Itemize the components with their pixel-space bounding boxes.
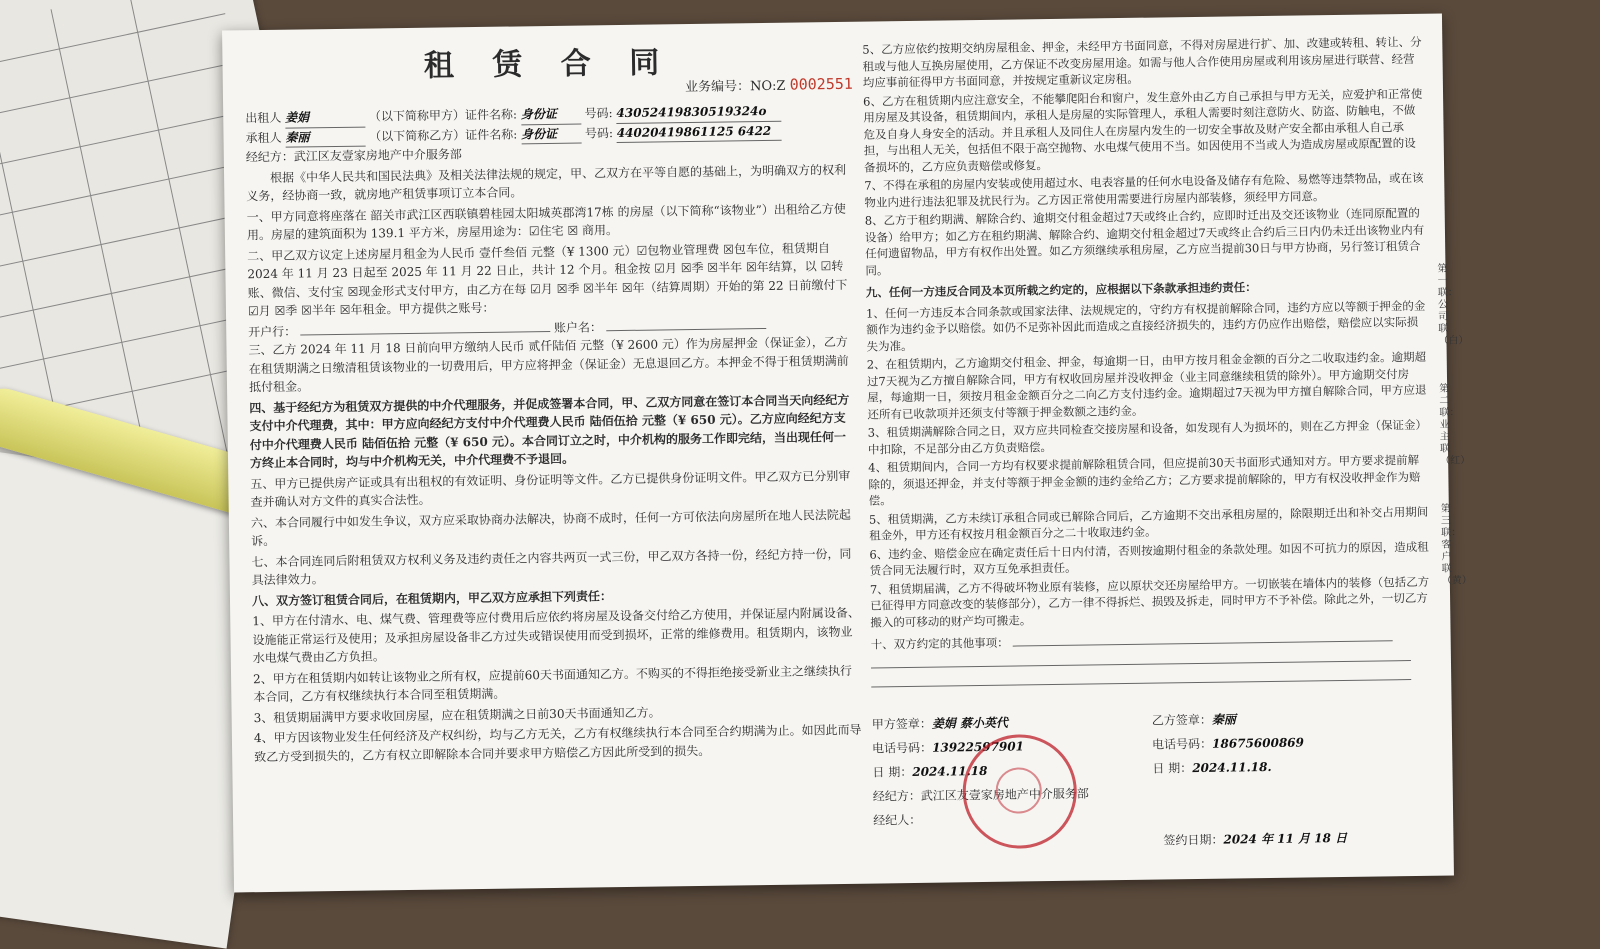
contract-number: 业务编号：NO:Z 0002551 [684,74,853,95]
clause-2: 二、甲乙双方议定上述房屋月租金为人民币 壹仟叁佰 元整（¥ 1300 元）☑包物业管理费 ☒包车位，租赁期自 2024 年 11 月 23 日起至 2025 年 11 月 22 日止，共计 12 个月。租金按 ☑月 ☒季 ☒半年 ☒年结算，以 ☑转账、微信、支付宝 ☒现金形式支付甲方，由乙方在每 ☑月 ☒季 ☒半年 ☒年（结算周期）开始的第 22 日前缴付下 ☑月 ☒季 ☒半年 ☒年租金。甲方提供之账号： [247,240,848,319]
copy-label-3: 第三联：客户联（黄） [1440,503,1472,587]
lessee-row: 承租人 秦丽 （以下简称乙方）证件名称: 身份证 号码: 44020419861125 6422 [245,120,853,148]
clause-8-heading: 八、双方签订租赁合同后，在租赁期内，甲乙双方应承担下列责任： [251,588,613,608]
clause-r6: 6、乙方在租赁期内应注意安全，不能攀爬阳台和窗户，发生意外由乙方自己承担与甲方无关，应爱护和正常使用房屋及其设备，租赁期间内，承租人是房屋的实际管理人，承租人需要时刻注意防火、防盗、防触电，不做危及自身人身安全的活动。并且承租人及同住人在房屋内发生的一切安全事故及财产安全都由承租人自己承担，与出租人无关，包括但不限于高空抛物、水电煤气使用不当。如因使用不当或人为造成房屋或原配置的设备损坏的，乙方应负责赔偿或修复。 [862,86,1423,175]
clause-8-3: 3、租赁期届满甲方要求收回房屋，应在租赁期满之日前30天书面通知乙方。 [253,705,661,725]
lessor-date: 2024.11.18 [912,763,988,779]
clause-9-7: 7、租赁期届满，乙方不得破坏物业原有装修，应以原状交还房屋给甲方。一切嵌装在墙体内的装修（包括乙方已征得甲方同意改变的装修部分），乙方一律不得拆烂、损毁及拆走，同时甲方不予补偿。除此之外，一切乙方搬入的可移动的财产均可搬走。 [869,574,1430,630]
copy-label-1: 第一联：公司联（白） [1437,263,1469,347]
contract-left-column [244,42,862,768]
contract-title: 租 赁 合 同 [423,45,674,84]
clause-9-heading: 九、任何一方违反合同及本页所载之约定的，应根据以下条款承担违约责任： [865,280,1257,300]
lessee-date: 2024.11.18. [1192,759,1272,775]
clause-4: 四、基于经纪方为租赁双方提供的中介代理服务，并促成签署本合同，甲、乙双方同意在签订本合同当天向经纪方支付中介代理费，其中：甲方应向经纪方支付中介代理费人民币 陆佰伍拾 元整（¥ 650 元）。乙方应向经纪方支付中介代理费人民币 陆佰伍拾 元整（¥ 650 元）。本合同订立之时，中介机构的服务工作即完结，当出现任何一方终止本合同时，均与中介机构无关，中介代理费不予退回。 [249,392,850,471]
clause-7: 七、本合同连同后附租赁双方权利义务及违约责任之内容共两页一式三份，甲乙双方各持一份，经纪方持一份，同具法律效力。 [251,546,852,588]
clause-10: 十、双方约定的其他事项： [871,629,1431,653]
clause-8-4: 4、甲方因该物业发生任何经济及产权纠纷，均与乙方无关，乙方有权继续执行本合同至合约期满为止。如因此而导致乙方受到损失的，乙方有权立即解除本合同并要求甲方赔偿乙方因此所受到的损失。 [253,722,862,764]
clause-9-4: 4、租赁期间内，合同一方均有权要求提前解除租赁合同，但应提前30天书面形式通知对方。甲方要求提前解除的，须退还押金，并支付等额于押金金额的违约金给乙方；乙方要求提前解除的，甲方有权没收押金作为赔偿。 [868,452,1421,508]
lease-contract [222,14,1472,893]
clause-9-5: 5、租赁期满，乙方未续订承租合同或已解除合同后，乙方逾期不交出承租房屋的，除限期迁出和补交占用期间租金外，甲方还有权按月租金额百分之二十收取违约金。 [868,504,1429,543]
lessee-phone: 18675600869 [1212,735,1305,751]
bank-row: 开户行： 账户名： [248,314,856,341]
intro-paragraph: 根据《中华人民共和国民法典》及相关法律法规的规定，甲、乙双方在平等自愿的基础上，为明确双方的权利义务，经协商一致，就房地产租赁事项订立本合同。 [246,162,847,204]
clause-3: 三、乙方 2024 年 11 月 18 日前向甲方缴纳人民币 贰仟陆佰 元整（¥ 2600 元）作为房屋押金（保证金），乙方在租赁期满之日缴清租赁该物业的一切费用后，甲方应将押金（保证金）无息退回乙方。本押金不得于租赁期满前抵付租金。 [248,334,849,395]
agent-line: 经纪方：武江区友壹家房地产中介服务部 [245,147,462,165]
clause-r5: 5、乙方应依约按期交纳房屋租金、押金，未经甲方书面同意，不得对房屋进行扩、加、改建或转租、转让、分租或与他人互换房屋使用，乙方保证不改变房屋用途。如需与他人合作使用房屋或利用该房屋进行联营、经营均应事前征得甲方书面同意，并按规定重新议定房租。 [862,34,1422,90]
lessee-signature: 秦丽 [1211,711,1236,727]
clause-6: 六、本合同履行中如发生争议，双方应采取协商办法解决，协商不成时，任何一方可依法向房屋所在地人民法院起诉。 [250,507,851,549]
signature-area: 甲方签章：姜娟 蔡小英代 电话号码：13922597901 日 期：2024.11.18 乙方签章：秦丽 电话号码：18675600869 日 期：2024.11.18. [871,711,1305,780]
clause-9-2: 2、在租赁期内，乙方逾期交付租金、押金，每逾期一日，由甲方按月租金金额的百分之二收取违约金。逾期超过7天视为乙方擅自解除合同，甲方有权收回房屋并没收押金（业主同意继续租赁的除外）。甲方逾期交付房屋，每逾期一日，须按月租金金额百分之二向乙方支付违约金。逾期超过7天视为甲方擅自解除合同，甲方应退还所有已收款项并还须支付等额于押金数额之违约金。 [866,349,1427,422]
clause-r8: 8、乙方于租约期满、解除合约、逾期交付租金超过7天或终止合约，应即时迁出及交还该物业（连同原配置的设备）给甲方；如乙方在租约期满、解除合约、逾期交付租金超过7天或终止合约后三日内仍未迁出该物业内有任何遗留物品，甲方有权作出处置。如乙方须继续承租房屋，乙方应当提前30日与甲方协商，另行签订租赁合同。 [864,205,1425,278]
clause-8-2: 2、甲方在租赁期内如转让该物业之所有权，应提前60天书面通知乙方。不购买的不得拒绝接受新业主之继续执行本合同，乙方有权继续执行本合同至租赁期满。 [252,663,853,705]
clause-1: 一、甲方同意将座落在 韶关市武江区西联镇碧桂园太阳城英郡湾17栋 的房屋（以下简称“该物业”）出租给乙方使用。房屋的建筑面积为 139.1 平方米，房屋用途为：☑住宅 ☒ 商用。 [246,201,846,243]
clause-5: 五、甲方已提供房产证或具有出租权的有效证明、身份证明等文件。乙方已提供身份证明文件。甲乙双方已分别审查并确认对方文件的真实合法性。 [250,468,851,510]
contract-right-column [862,34,1433,856]
lessor-phone: 13922597901 [932,738,1025,755]
clause-r7: 7、不得在承租的房屋内安装或使用超过水、电表容量的任何水电设备及储存有危险、易燃等违禁物品，或在该物业内进行违法犯罪及扰民行为。乙方因正常使用需要进行房屋内部装修，须经甲方同意。 [864,170,1424,210]
agent-signature-area: 经纪方：武江区友壹家房地产中介服务部 经纪人： 签约日期：2024 年 11 月 18 日 [872,786,1348,847]
lessor-row: 出租人 姜娟 （以下简称甲方）证件名称: 身份证 号码: 43052419830519324o [245,101,853,129]
copy-label-2: 第二联：业主联（红） [1439,383,1471,467]
lessor-signature: 姜娟 蔡小英代 [931,715,1009,731]
clause-9-1: 1、任何一方违反本合同条款或国家法律、法规规定的，守约方有权提前解除合同，违约方应以等额于押金的金额作为违约金予以赔偿。如仍不足弥补因此而造成之直接经济损失的，违约方仍应作出赔偿，赔偿应以实际损失为准。 [865,298,1426,354]
clause-9-3: 3、租赁期满解除合同之日，双方应共同检查交接房屋和设备，如发现有人为损坏的，则在乙方押金（保证金）中扣除，不足部分由乙方负责赔偿。 [867,417,1428,457]
clause-8-1: 1、甲方在付清水、电、煤气费、管理费等应付费用后应依约将房屋及设备交付给乙方使用，并保证屋内附属设备、设施能正常运行及使用；及承担房屋设备非乙方过失或错误使用而受到损坏，正常的维修费用。租赁期内，该物业水电煤气费由乙方负担。 [252,605,860,666]
clause-9-6: 6、违约金、赔偿金应在确定责任后十日内付清，否则按逾期付租金的条款处理。如因不可抗力的原因，造成租赁合同无法履行时，双方互免承担责任。 [869,539,1429,578]
